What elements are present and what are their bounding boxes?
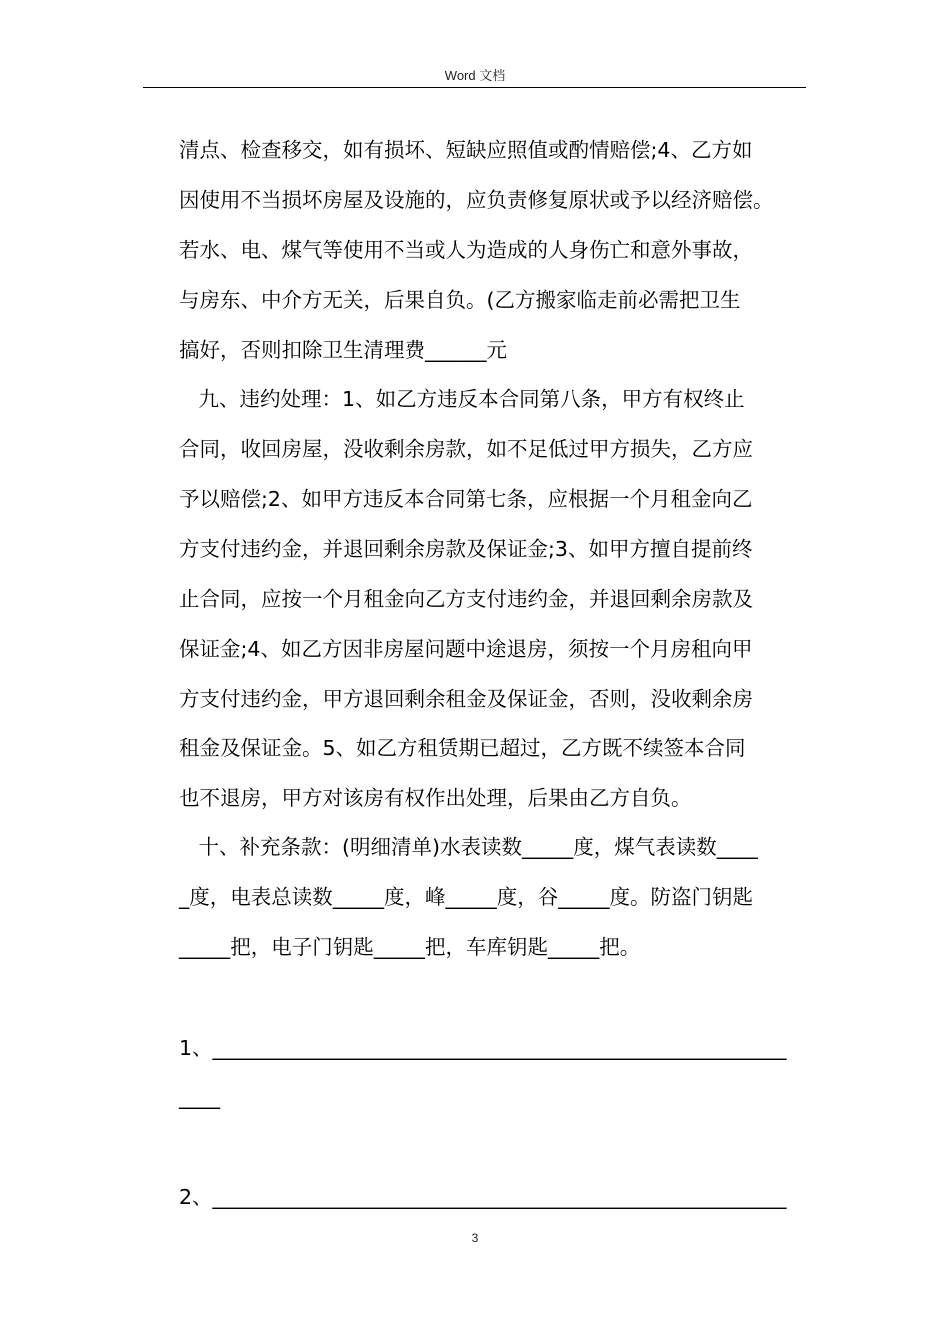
- body-line: _度，电表总读数_____度，峰_____度，谷_____度。防盗门钥匙: [179, 885, 753, 909]
- page-number: 3: [471, 1231, 479, 1245]
- body-line: 因使用不当损坏房屋及设施的，应负责修复原状或予以经济赔偿。: [179, 188, 774, 212]
- body-line: 止合同，应按一个月租金向乙方支付违约金，并退回剩余房款及: [179, 587, 753, 611]
- document-header-title: Word 文档: [444, 68, 506, 83]
- body-line: 若水、电、煤气等使用不当或人为造成的人身伤亡和意外事故，: [179, 238, 753, 262]
- body-line: 方支付违约金，并退回剩余房款及保证金;3、如甲方擅自提前终: [179, 537, 753, 561]
- blank-item-1-continuation: ____: [179, 1085, 220, 1109]
- body-line: 方支付违约金，甲方退回剩余租金及保证金，否则，没收剩余房: [179, 687, 753, 711]
- body-line: 予以赔偿;2、如甲方违反本合同第七条，应根据一个月租金向乙: [179, 487, 753, 511]
- body-line: 保证金;4、如乙方因非房屋问题中途退房，须按一个月房租向甲: [179, 637, 753, 661]
- clause-ten-heading-line: 十、补充条款：(明细清单)水表读数_____度，煤气表读数____: [179, 835, 758, 859]
- body-line: 搞好，否则扣除卫生清理费______元: [179, 338, 507, 362]
- body-line: 合同，收回房屋，没收剩余房款，如不足低过甲方损失，乙方应: [179, 437, 753, 461]
- body-line: 也不退房，甲方对该房有权作出处理，后果由乙方自负。: [179, 786, 692, 810]
- body-line: 与房东、中介方无关，后果自负。(乙方搬家临走前必需把卫生: [179, 288, 741, 312]
- body-line: 租金及保证金。5、如乙方租赁期已超过，乙方既不续签本合同: [179, 736, 746, 760]
- blank-item-2-line: 2、________________________________________________________: [179, 1185, 787, 1209]
- body-line: _____把，电子门钥匙_____把，车库钥匙_____把。: [179, 935, 641, 959]
- body-line: 清点、检查移交，如有损坏、短缺应照值或酌情赔偿;4、乙方如: [179, 138, 753, 162]
- clause-nine-heading-line: 九、违约处理：1、如乙方违反本合同第八条，甲方有权终止: [179, 387, 745, 411]
- blank-item-1-line: 1、________________________________________________________: [179, 1036, 787, 1060]
